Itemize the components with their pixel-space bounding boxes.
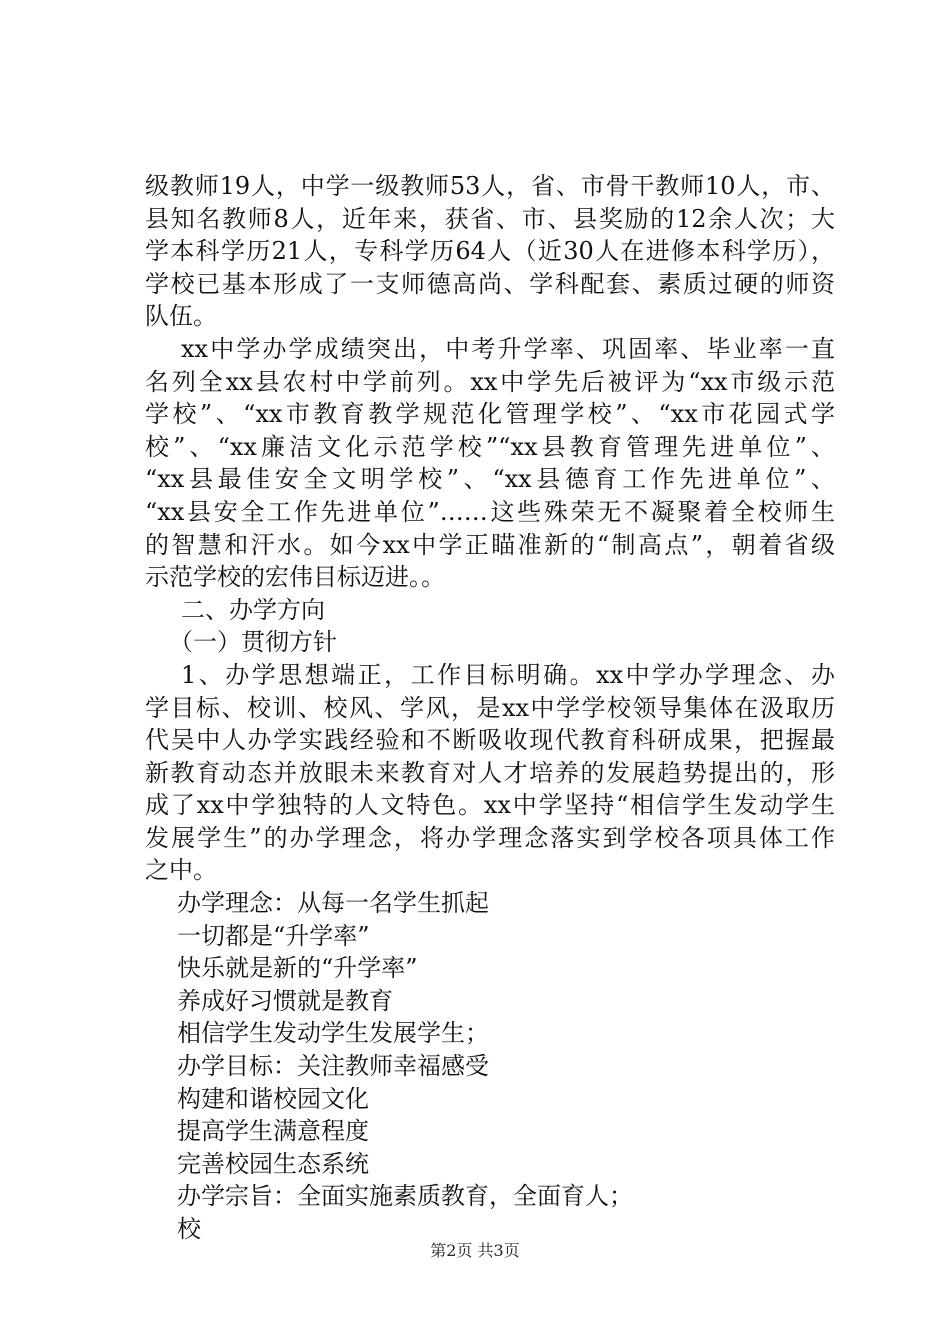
page-number: 第2页 共3页 (430, 1241, 520, 1260)
paragraph-first-line: 1、办学思想端正，工作目标明确。xx中学办学理念、办 (181, 660, 835, 689)
text-line: 代吴中人办学实践经验和不断吸收现代教育科研成果，把握最 (145, 726, 835, 755)
text-line: “xx县最佳安全文明学校”、“xx县德育工作先进单位”、 (145, 465, 835, 494)
text-line: 级教师19人，中学一级教师53人，省、市骨干教师10人，市、 (145, 172, 835, 200)
text-line: 学校已基本形成了一支师德高尚、学科配套、素质过硬的师资 (145, 269, 835, 298)
text-line: 校”、“xx廉洁文化示范学校”“xx县教育管理先进单位”、 (145, 432, 835, 461)
subsection-heading: （一）贯彻方针 (169, 628, 337, 657)
section-heading: 二、办学方向 (181, 595, 325, 624)
list-item: 构建和谐校园文化 (177, 1084, 369, 1113)
text-line: 示范学校的宏伟目标迈进。。 (145, 563, 445, 592)
text-line: 学校”、“xx市教育教学规范化管理学校”、“xx市花园式学 (145, 400, 835, 429)
document-body (145, 170, 835, 1246)
list-item: 提高学生满意程度 (177, 1117, 369, 1146)
text-line: 名列全xx县农村中学前列。xx中学先后被评为“xx市级示范 (145, 367, 835, 396)
list-item: 办学目标：关注教师幸福感受 (177, 1052, 489, 1081)
text-line: 新教育动态并放眼未来教育对人才培养的发展趋势提出的，形 (145, 758, 835, 787)
list-item: 快乐就是新的“升学率” (177, 954, 418, 983)
text-line: 发展学生”的办学理念，将办学理念落实到学校各项具体工作 (145, 823, 835, 852)
text-line: “xx县安全工作先进单位”……这些殊荣无不凝聚着全校师生 (145, 497, 835, 526)
list-item: 相信学生发动学生发展学生； (177, 1019, 489, 1048)
list-item: 办学理念：从每一名学生抓起 (177, 889, 489, 918)
list-item: 校 (177, 1215, 201, 1243)
list-item: 一切都是“升学率” (177, 921, 370, 950)
text-line: 的智慧和汗水。如今xx中学正瞄准新的“制高点”，朝着省级 (145, 530, 835, 559)
text-line: 学本科学历21人，专科学历64人（近30人在进修本科学历）， (145, 237, 835, 266)
page-footer (0, 1241, 950, 1261)
text-line: 队伍。 (145, 302, 217, 331)
paragraph-first-line: xx中学办学成绩突出，中考升学率、巩固率、毕业率一直 (181, 334, 835, 363)
list-item: 办学宗旨：全面实施素质教育，全面育人； (177, 1182, 633, 1211)
text-line: 县知名教师8人，近年来，获省、市、县奖励的12余人次；大 (145, 204, 835, 233)
text-line: 学目标、校训、校风、学风，是xx中学学校领导集体在汲取历 (145, 693, 835, 722)
text-line: 成了xx中学独特的人文特色。xx中学坚持“相信学生发动学生 (145, 791, 835, 820)
list-item: 完善校园生态系统 (177, 1149, 369, 1178)
list-item: 养成好习惯就是教育 (177, 986, 393, 1015)
text-line: 之中。 (145, 856, 217, 885)
